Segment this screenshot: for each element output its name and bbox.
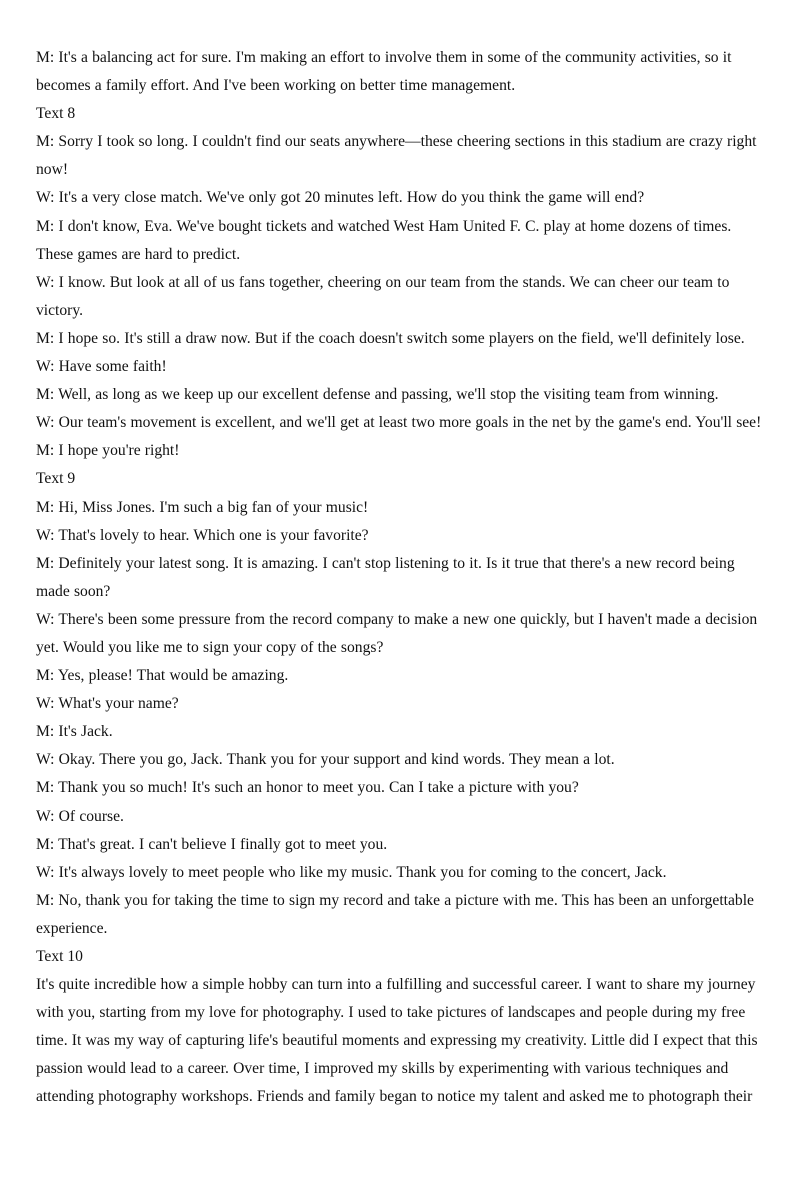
dialogue-line: W: It's a very close match. We've only got 20 minutes left. How do you think the game will end? bbox=[36, 189, 645, 207]
dialogue-line: W: There's been some pressure from the record company to make a new one quickly, but I haven't made a decision yet. Would you like me to sign your copy of the songs? bbox=[36, 610, 758, 656]
dialogue-line: M: I don't know, Eva. We've bought tickets and watched West Ham United F. C. play at home dozens of times. These games are hard to predict. bbox=[36, 217, 732, 263]
dialogue-line: W: Have some faith! bbox=[36, 358, 167, 376]
transcript-page bbox=[36, 44, 766, 1112]
section-heading-text-10: Text 10 bbox=[36, 948, 83, 965]
dialogue-line: W: It's always lovely to meet people who like my music. Thank you for coming to the concert, Jack. bbox=[36, 863, 667, 881]
dialogue-line: M: Well, as long as we keep up our excellent defense and passing, we'll stop the visiting team from winning. bbox=[36, 386, 719, 404]
dialogue-line: W: Our team's movement is excellent, and we'll get at least two more goals in the net by the game's end. You'll see! bbox=[36, 414, 762, 432]
dialogue-line: M: No, thank you for taking the time to sign my record and take a picture with me. This has been an unforgettable experience. bbox=[36, 891, 754, 937]
dialogue-line: M: That's great. I can't believe I finally got to meet you. bbox=[36, 835, 388, 853]
dialogue-line: W: What's your name? bbox=[36, 695, 179, 713]
dialogue-line: W: I know. But look at all of us fans together, cheering on our team from the stands. We can cheer our team to victory. bbox=[36, 273, 730, 319]
dialogue-line: M: Definitely your latest song. It is amazing. I can't stop listening to it. Is it true that there's a new record being made soon? bbox=[36, 554, 735, 600]
dialogue-line: M: I hope you're right! bbox=[36, 442, 180, 460]
dialogue-line: W: Okay. There you go, Jack. Thank you for your support and kind words. They mean a lot. bbox=[36, 751, 615, 769]
dialogue-line: M: Thank you so much! It's such an honor to meet you. Can I take a picture with you? bbox=[36, 779, 579, 797]
dialogue-line: M: It's a balancing act for sure. I'm making an effort to involve them in some of the community activities, so it becomes a family effort. And I've been working on better time management. bbox=[36, 49, 732, 95]
dialogue-line: M: It's Jack. bbox=[36, 723, 113, 741]
dialogue-line: M: Hi, Miss Jones. I'm such a big fan of your music! bbox=[36, 498, 369, 516]
dialogue-line: M: Yes, please! That would be amazing. bbox=[36, 667, 289, 685]
dialogue-line: M: Sorry I took so long. I couldn't find our seats anywhere—these cheering sections in this stadium are crazy right now! bbox=[36, 133, 757, 179]
section-heading-text-8: Text 8 bbox=[36, 105, 76, 123]
dialogue-line: M: I hope so. It's still a draw now. But if the coach doesn't switch some players on the field, we'll definitely lose. bbox=[36, 329, 745, 347]
dialogue-line: W: That's lovely to hear. Which one is your favorite? bbox=[36, 526, 369, 544]
section-heading-text-9: Text 9 bbox=[36, 470, 76, 488]
dialogue-line: W: Of course. bbox=[36, 807, 124, 825]
monologue-paragraph: It's quite incredible how a simple hobby can turn into a fulfilling and successful career. I want to share my journey with you, starting from my love for photography. I used to take pictures of landscapes and people during my free time. It was my way of capturing life's beautiful moments and expressing my creativity. Little did I expect that this passion would lead to a career. Over time, I improved my skills by experimenting with various techniques and attending photography workshops. Friends and family began to notice my talent and asked me to photograph their bbox=[36, 976, 758, 1106]
